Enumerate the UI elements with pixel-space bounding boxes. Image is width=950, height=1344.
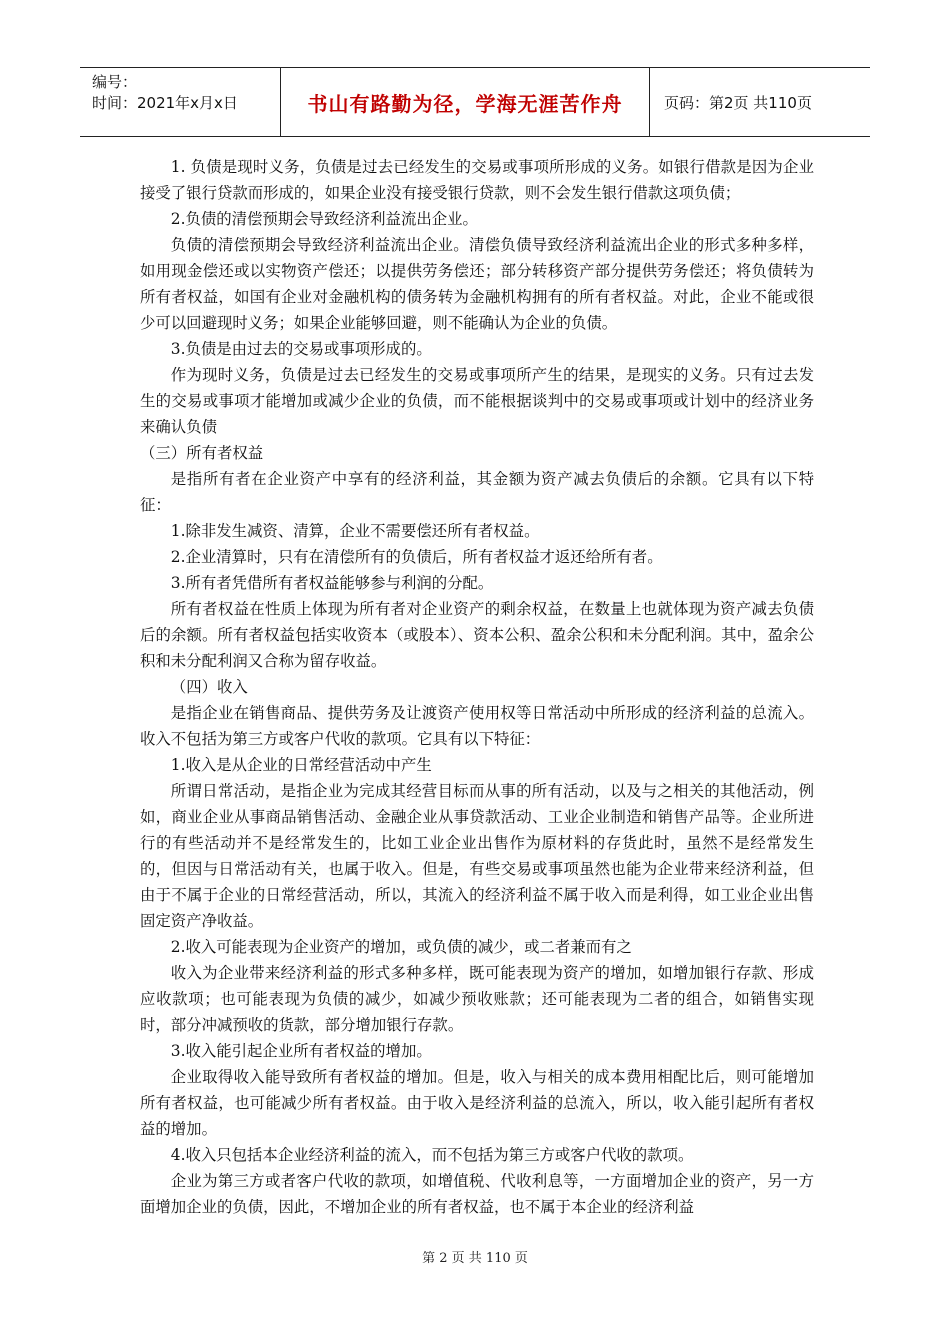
paragraph: 1.收入是从企业的日常经营活动中产生 bbox=[170, 756, 432, 774]
header-motto: 书山有路勤为径，学海无涯苦作舟 bbox=[280, 68, 650, 136]
paragraph: 2.收入可能表现为企业资产的增加，或负债的减少，或二者兼而有之 bbox=[170, 938, 632, 956]
paragraph: 是指企业在销售商品、提供劳务及让渡资产使用权等日常活动中所形成的经济利益的总流入。收入不包括为第三方或客户代收的款项。它具有以下特征： bbox=[140, 704, 814, 748]
paragraph: 企业为第三方或者客户代收的款项，如增值税、代收利息等，一方面增加企业的资产，另一方面增加企业的负债，因此，不增加企业的所有者权益，也不属于本企业的经济利益 bbox=[140, 1172, 814, 1216]
paragraph: 4.收入只包括本企业经济利益的流入，而不包括为第三方或客户代收的款项。 bbox=[170, 1146, 694, 1164]
page-footer: 第 2 页 共 110 页 bbox=[422, 1251, 528, 1266]
paragraph: 2.负债的清偿预期会导致经济利益流出企业。 bbox=[170, 210, 478, 228]
paragraph: 收入为企业带来经济利益的形式多种多样，既可能表现为资产的增加，如增加银行存款、形成应收款项；也可能表现为负债的减少，如减少预收账款；还可能表现为二者的组合，如销售实现时，部分冲减预收的货款，部分增加银行存款。 bbox=[140, 964, 814, 1034]
section-heading: （三）所有者权益 bbox=[140, 444, 264, 462]
document-body bbox=[140, 154, 814, 1220]
time-label: 时间：2021年x月x日 bbox=[92, 94, 238, 112]
paragraph: 3.负债是由过去的交易或事项形成的。 bbox=[170, 340, 432, 358]
paragraph: 3.所有者凭借所有者权益能够参与利润的分配。 bbox=[170, 574, 494, 592]
paragraph: 所谓日常活动，是指企业为完成其经营目标而从事的所有活动，以及与之相关的其他活动，例如，商业企业从事商品销售活动、金融企业从事贷款活动、工业企业制造和销售产品等。企业所进行的有些活动并不是经常发生的，比如工业企业出售作为原材料的存货此时，虽然不是经常发生的，但因与日常活动有关，也属于收入。但是，有些交易或事项虽然也能为企业带来经济利益，但由于不属于企业的日常经营活动，所以，其流入的经济利益不属于收入而是利得，如工业企业出售固定资产净收益。 bbox=[140, 782, 814, 930]
paragraph: 所有者权益在性质上体现为所有者对企业资产的剩余权益，在数量上也就体现为资产减去负债后的余额。所有者权益包括实收资本（或股本）、资本公积、盈余公积和未分配利润。其中，盈余公积和未分配利润又合称为留存收益。 bbox=[140, 600, 814, 670]
paragraph: 2.企业清算时，只有在清偿所有的负债后，所有者权益才返还给所有者。 bbox=[170, 548, 663, 566]
section-heading: （四）收入 bbox=[170, 678, 248, 696]
page-header bbox=[80, 67, 870, 137]
header-meta bbox=[80, 68, 280, 136]
paragraph: 是指所有者在企业资产中享有的经济利益，其金额为资产减去负债后的余额。它具有以下特征： bbox=[140, 470, 814, 514]
paragraph: 1. 负债是现时义务，负债是过去已经发生的交易或事项所形成的义务。如银行借款是因为企业接受了银行贷款而形成的，如果企业没有接受银行贷款，则不会发生银行借款这项负债； bbox=[140, 158, 814, 202]
header-page-label: 页码：第2页 共110页 bbox=[664, 93, 812, 112]
number-label: 编号： bbox=[92, 73, 138, 91]
paragraph: 负债的清偿预期会导致经济利益流出企业。清偿负债导致经济利益流出企业的形式多种多样，如用现金偿还或以实物资产偿还；以提供劳务偿还；部分转移资产部分提供劳务偿还；将负债转为所有者权益，如国有企业对金融机构的债务转为金融机构拥有的所有者权益。对此，企业不能或很少可以回避现时义务；如果企业能够回避，则不能确认为企业的负债。 bbox=[140, 236, 814, 332]
paragraph: 作为现时义务，负债是过去已经发生的交易或事项所产生的结果，是现实的义务。只有过去发生的交易或事项才能增加或减少企业的负债，而不能根据谈判中的交易或事项或计划中的经济业务来确认负债 bbox=[140, 366, 814, 436]
paragraph: 1.除非发生减资、清算，企业不需要偿还所有者权益。 bbox=[170, 522, 540, 540]
paragraph: 企业取得收入能导致所有者权益的增加。但是，收入与相关的成本费用相配比后，则可能增加所有者权益，也可能减少所有者权益。由于收入是经济利益的总流入，所以，收入能引起所有者权益的增加。 bbox=[140, 1068, 814, 1138]
paragraph: 3.收入能引起企业所有者权益的增加。 bbox=[170, 1042, 432, 1060]
